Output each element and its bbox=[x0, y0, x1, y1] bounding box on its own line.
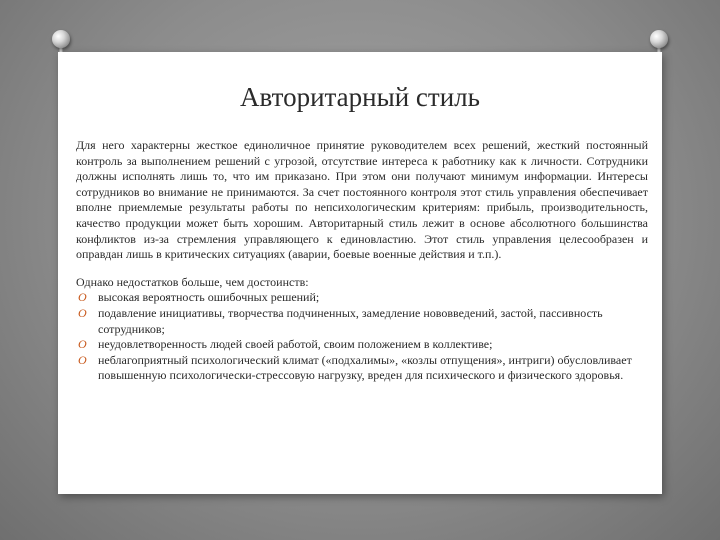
list-item bbox=[76, 353, 648, 384]
list-item bbox=[76, 306, 648, 337]
description-paragraph: Для него характерны жесткое единоличное принятие руководителем всех решений, жесткий постоянный контроль за выполнением решений с угрозой, отсутствие интереса к работнику как к личности. Сотрудники должны исполнять лишь то, что им приказано. При этом они получают минимум информации. Интересы сотрудников во внимание не принимаются. За счет постоянного контроля этот стиль управления обеспечивает вполне приемлемые результаты работы по непсихологическим критериям: прибыль, производительность, качество продукции может быть хорошим. Авторитарный стиль лежит в основе абсолютного большинства конфликтов из-за стремления управляющего к единовластию. Этот стиль управления целесообразен и оправдан лишь в критических ситуациях (аварии, боевые военные действия и т.п.). bbox=[76, 138, 648, 262]
list-item-text: неблагоприятный психологический климат («подхалимы», «козлы отпущения», интриги) обусловливает повышенную психологически-стрессовую нагрузку, вреден для психического и физического здоровья. bbox=[98, 352, 632, 383]
disadvantages-list bbox=[76, 290, 648, 384]
slide-title: Авторитарный стиль bbox=[240, 82, 480, 112]
slide-card bbox=[58, 52, 662, 494]
list-item-text: высокая вероятность ошибочных решений; bbox=[98, 290, 320, 305]
bullet-icon: O bbox=[78, 337, 87, 352]
list-item bbox=[76, 290, 648, 306]
bullet-icon: O bbox=[78, 305, 87, 320]
list-item-text: неудовлетворенность людей своей работой, своим положением в коллективе; bbox=[98, 337, 493, 352]
list-item bbox=[76, 337, 648, 353]
bullet-icon: O bbox=[78, 290, 87, 305]
slide-body bbox=[76, 138, 648, 384]
bullet-icon: O bbox=[78, 352, 87, 367]
list-item-text: подавление инициативы, творчества подчиненных, замедление нововведений, застой, пассивность сотрудников; bbox=[98, 305, 603, 336]
disadvantages-intro: Однако недостатков больше, чем достоинств: bbox=[76, 274, 309, 289]
